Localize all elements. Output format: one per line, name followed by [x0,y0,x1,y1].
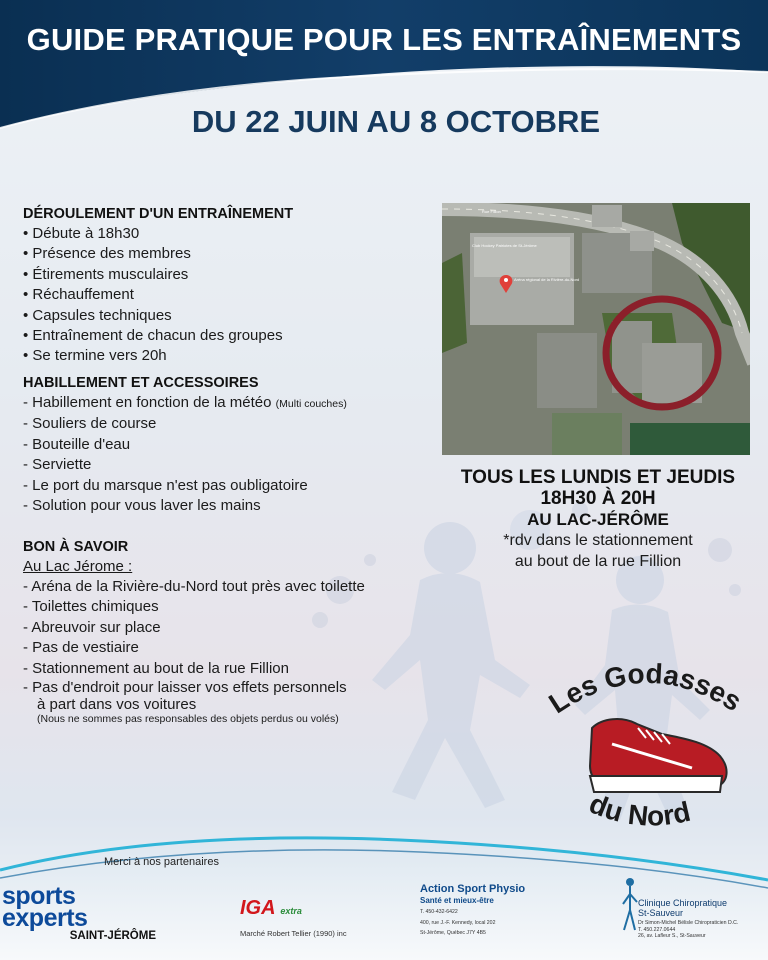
schedule-block [440,467,756,572]
partner-location: SAINT-JÉRÔME [69,930,156,942]
red-sneaker-icon [590,719,727,792]
list-item: - Aréna de la Rivière-du-Nord tout près avec toilette [23,578,365,595]
section-deroulement [23,206,463,367]
list-item: • Se termine vers 20h [23,347,167,365]
map-place-label: Club Hockey Patriotes de St-Jérôme [472,243,537,248]
spine-figure-icon [620,876,640,936]
page-title: GUIDE PRATIQUE POUR LES ENTRAÎNEMENTS [26,22,742,57]
location-label: Au Lac Jérome : [23,558,133,575]
schedule-note: *rdv dans le stationnement [503,532,693,549]
partner-name: Action Sport Physio [420,883,526,895]
list-item-note [23,713,463,726]
list-item: - Abreuvoir sur place [23,618,161,636]
partner-action-sport-physio [420,883,530,937]
map-place-label: Aréna régional de la Rivière-du-Nord [514,277,580,282]
list-item: • Débute à 18h30 [23,225,140,242]
schedule-days: TOUS LES LUNDIS ET JEUDIS [460,467,736,488]
section-heading: BON À SAVOIR [23,539,129,555]
map-road-label: Rue Fillion [482,209,501,214]
list [23,577,463,726]
list-item: - Solution pour vous laver les mains [23,497,261,515]
date-range: DU 22 JUIN AU 8 OCTOBRE [191,104,601,139]
schedule-hours: 18H30 À 20H [540,488,656,509]
partner-tagline: Santé et mieux-être [420,896,494,905]
list-item: • Réchauffement [23,286,134,304]
partner-name: IGA extra [240,897,302,919]
list-item: - Le port du marsque n'est pas oubligatoire [23,476,308,494]
list-item: - Stationnement au bout de la rue Fillion [23,659,289,677]
partner-phone: T. 450-432-6422 [420,909,458,915]
list-item: - Pas de vestiaire [23,639,139,657]
list-item: • Étirements musculaires [23,265,189,283]
disclaimer-note: (Nous ne sommes pas responsables des objets perdus ou volés) [37,713,339,726]
section-bon-a-savoir [23,539,463,726]
section-heading: DÉROULEMENT D'UN ENTRAÎNEMENT [23,206,294,222]
list-item: - Serviette [23,456,92,474]
list-item: - Bouteille d'eau [23,435,131,453]
partner-store: Marché Robert Tellier (1990) inc [240,929,347,938]
list-item: - Pas d'endroit pour laisser vos effets personnels à part dans vos voitures [23,679,347,714]
list-item-note: (Multi couches) [275,398,347,410]
partner-address: 400, rue J.-F. Kennedy, local 202 [420,919,496,926]
schedule-location: AU LAC-JÉRÔME [527,510,669,529]
map-image [442,203,750,455]
partner-details: Dr Simon-Michel Bélisle Chiropraticien D.C. T. 450.227.0644 26, av. Lafleur S., St-Sauveur [638,920,739,939]
partner-sports-experts [2,882,162,943]
partner-name: sports [2,882,76,910]
schedule-note: au bout de la rue Fillion [514,553,682,570]
list [23,224,463,367]
list-item [23,393,463,414]
partner-name-sub: extra [280,906,302,916]
list-item: • Entraînement de chacun des groupes [23,327,283,345]
logo-top-text: Les Godasses [543,658,748,720]
list-item: • Présence des membres [23,245,191,263]
satellite-map [442,203,750,455]
partner-address: St-Jérôme, Québec J7Y 4B5 [420,930,486,936]
logo-bottom-text: du Nord [584,787,694,832]
list-item: - Souliers de course [23,415,157,433]
partner-name: Clinique Chiropratique St-Sauveur [638,898,728,918]
list-item-text: - Habillement en fonction de la météo [23,394,272,411]
partner-name: experts [2,904,88,932]
partner-clinique [620,872,768,958]
partners-thanks: Merci à nos partenaires [104,856,219,868]
list-item: • Capsules techniques [23,306,172,324]
list [23,393,463,516]
section-habillement [23,375,463,516]
list-item: - Toilettes chimiques [23,598,159,616]
section-heading: HABILLEMENT ET ACCESSOIRES [23,375,259,391]
partner-iga [240,898,370,938]
